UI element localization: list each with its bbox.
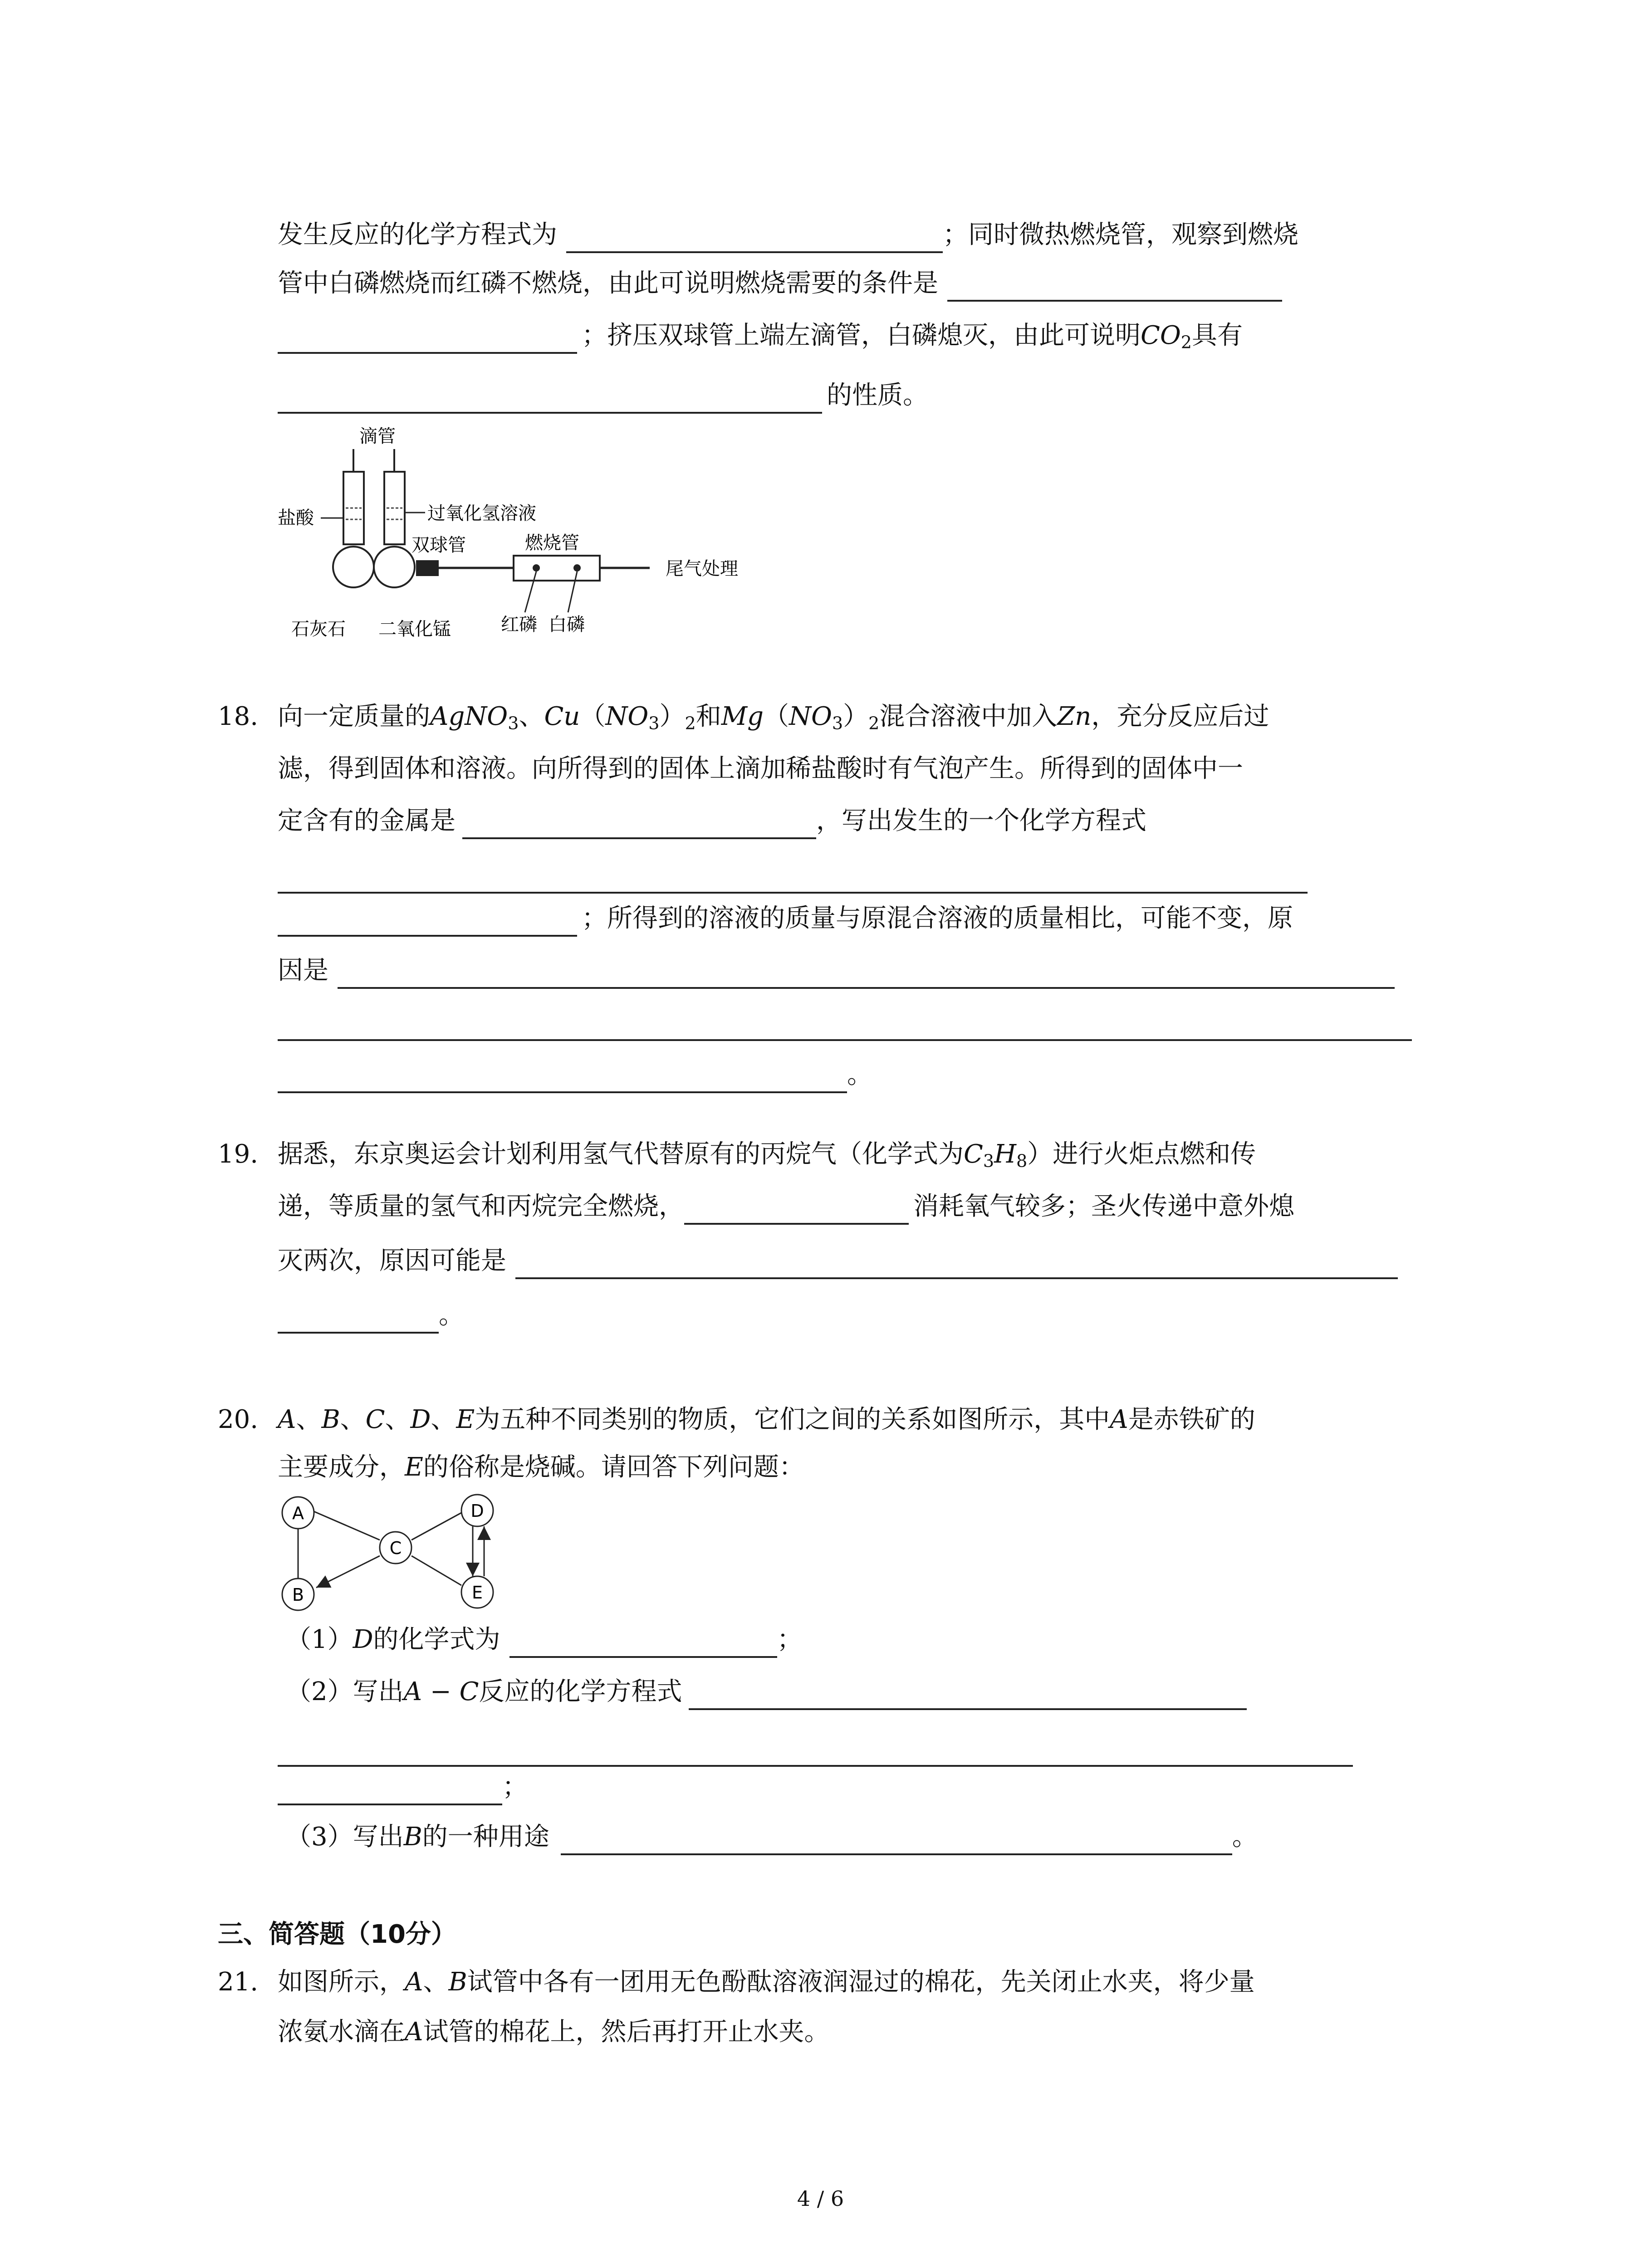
- q19-line4: 。: [278, 1297, 464, 1334]
- q20-number: 20.: [218, 1405, 259, 1434]
- q19-line2: 递，等质量的氢气和丙烷完全燃烧， 消耗氧气较多；圣火传递中意外熄: [278, 1188, 1294, 1225]
- q19-answer-blank-reason[interactable]: [515, 1246, 1398, 1279]
- q19-answer-blank-gas[interactable]: [684, 1191, 909, 1225]
- edge-c-e: [411, 1556, 461, 1585]
- q20-sub1: （1）D的化学式为 ；: [286, 1622, 803, 1658]
- q20-sub3: （3）写出B的一种用途 。: [286, 1819, 1258, 1855]
- rubber-stopper: [416, 560, 439, 576]
- figure-label-hcl: 盐酸: [278, 508, 314, 528]
- q20-relation-diagram: [278, 1492, 514, 1615]
- node-label-a: A: [292, 1503, 304, 1523]
- figure-label-mno2: 二氧化锰: [378, 619, 451, 640]
- q20-answer-blank-equation-3[interactable]: [278, 1772, 502, 1805]
- q21-line1: 如图所示，A、B试管中各有一团用无色酚酞溶液润湿过的棉花，先关闭止水夹，将少量: [278, 1967, 1255, 1997]
- q19-line1: 据悉，东京奥运会计划利用氢气代替原有的丙烷气（化学式为$C_3H_8$）进行火炬点燃和传: [278, 1139, 1256, 1171]
- node-label-c: C: [389, 1538, 402, 1558]
- q20-answer-blank-d[interactable]: [509, 1624, 777, 1658]
- q18-line4: [278, 857, 1308, 894]
- figure-label-red-p: 红磷: [501, 614, 537, 635]
- q18-line8: 。: [278, 1057, 872, 1093]
- q17-answer-blank-2b[interactable]: [278, 320, 577, 354]
- q17-line2: 管中白磷燃烧而红磷不燃烧，由此可说明燃烧需要的条件是: [278, 265, 1282, 302]
- q18-line6: 因是: [278, 953, 1395, 989]
- q19-line3: 灭两次，原因可能是: [278, 1243, 1398, 1279]
- figure-label-limestone: 石灰石: [291, 619, 346, 640]
- figure-label-double-bulb: 双球管: [411, 535, 466, 556]
- q18-answer-blank-reason-2[interactable]: [278, 1007, 1412, 1041]
- q18-answer-blank-reason[interactable]: [338, 955, 1395, 989]
- q17-line1: 发生反应的化学方程式为 ；同时微热燃烧管，观察到燃烧: [278, 217, 1298, 253]
- q20-line1: A、B、C、D、E为五种不同类别的物质，它们之间的关系如图所示，其中A是赤铁矿的: [278, 1405, 1255, 1434]
- q21-number: 21.: [218, 1967, 259, 1997]
- q19-number: 19.: [218, 1139, 259, 1169]
- q18-number: 18.: [218, 702, 259, 731]
- edge-a-c: [312, 1510, 380, 1540]
- node-label-e: E: [471, 1583, 483, 1603]
- q17-apparatus-figure: [278, 422, 754, 644]
- q20-answer-blank-use[interactable]: [561, 1822, 1232, 1855]
- right-bulb: [374, 547, 415, 587]
- node-label-b: B: [292, 1585, 304, 1605]
- node-label-d: D: [470, 1501, 484, 1521]
- q17-answer-blank-3[interactable]: [278, 380, 822, 414]
- q20-answer-blank-equation[interactable]: [689, 1677, 1247, 1710]
- edge-c-d: [411, 1513, 461, 1540]
- left-bulb: [333, 547, 374, 587]
- q18-answer-blank-reason-3[interactable]: [278, 1060, 847, 1093]
- q18-answer-blank-metal[interactable]: [462, 806, 816, 839]
- q18-answer-blank-equation-2[interactable]: [278, 903, 577, 937]
- q18-line1: 向一定质量的AgNO$_3$、$Cu(NO_3)_2$和$Mg(NO_3)_2$混合溶液中加入Zn，充分反应后过: [278, 702, 1269, 733]
- edge-c-b: [316, 1556, 380, 1588]
- figure-label-combustion-tube: 燃烧管: [525, 533, 579, 553]
- q17-line4: 的性质。: [278, 377, 928, 414]
- q19-answer-blank-reason-2[interactable]: [278, 1300, 439, 1334]
- q18-answer-blank-equation[interactable]: [278, 860, 1308, 894]
- q18-line7: [278, 1005, 1412, 1041]
- page-number: 4 / 6: [797, 2186, 844, 2211]
- q20-sub2: （2）写出A − C反应的化学方程式: [286, 1674, 1247, 1710]
- q17-answer-blank-1[interactable]: [566, 220, 943, 253]
- figure-label-white-p: 白磷: [549, 614, 585, 635]
- section-3-title: 三、简答题（10分）: [218, 1920, 456, 1949]
- q21-line2: 浓氨水滴在A试管的棉花上，然后再打开止水夹。: [278, 2017, 830, 2047]
- q20-line2: 主要成分，E的俗称是烧碱。请回答下列问题：: [278, 1452, 804, 1482]
- q18-line3: 定含有的金属是 ，写出发生的一个化学方程式: [278, 803, 1146, 839]
- q18-line5: ；所得到的溶液的质量与原混合溶液的质量相比，可能不变，原: [278, 900, 1293, 937]
- q17-line3: ；挤压双球管上端左滴管，白磷熄灭，由此可说明$CO_2$具有: [278, 318, 1243, 354]
- q17-answer-blank-2[interactable]: [947, 268, 1282, 302]
- q20-answer-blank-equation-2[interactable]: [278, 1733, 1353, 1767]
- q20-sub2-line3: ；: [278, 1769, 528, 1805]
- q18-line2: 滤，得到固体和溶液。向所得到的固体上滴加稀盐酸时有气泡产生。所得到的固体中一: [278, 754, 1243, 783]
- figure-label-exhaust: 尾气处理: [666, 558, 738, 579]
- combustion-tube: [514, 556, 600, 581]
- q20-sub2-line2: [278, 1730, 1353, 1767]
- figure-label-h2o2: 过氧化氢溶液: [427, 503, 536, 524]
- figure-label-dropper: 滴管: [359, 426, 396, 447]
